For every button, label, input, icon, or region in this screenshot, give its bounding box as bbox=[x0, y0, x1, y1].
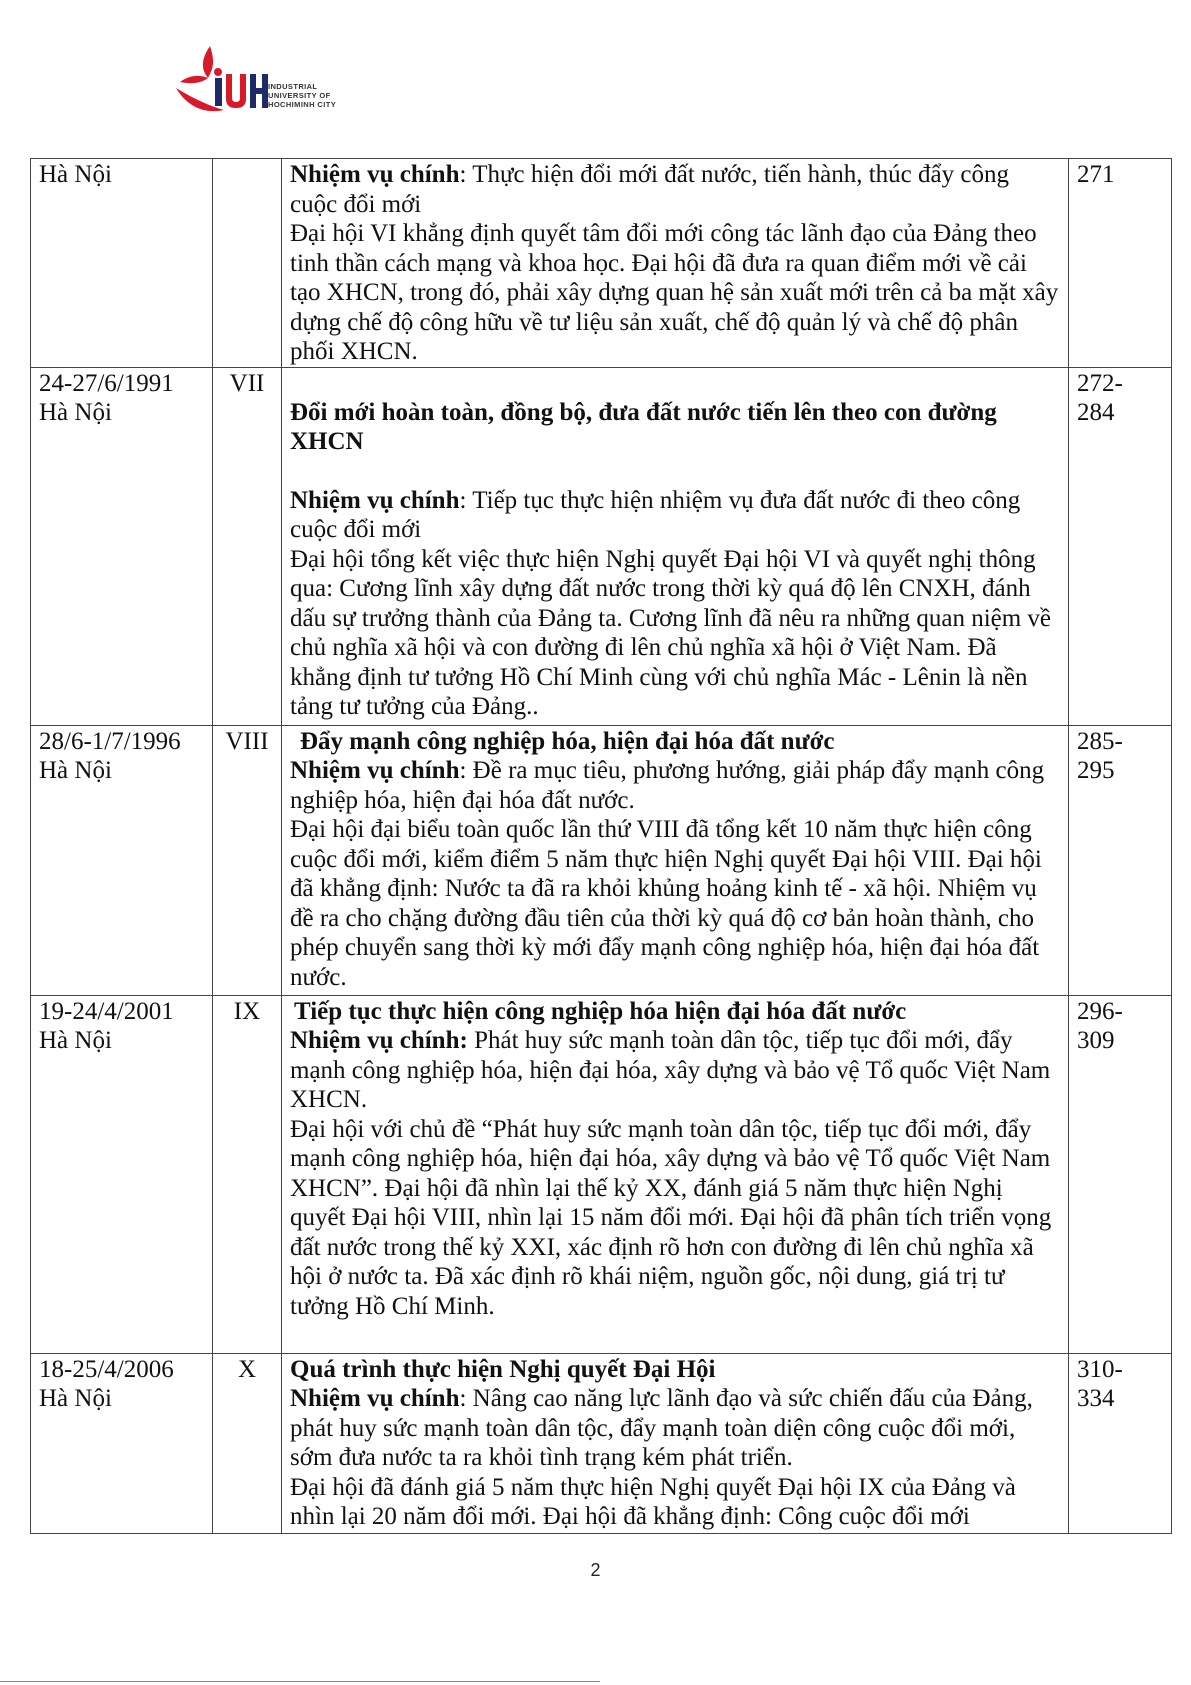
page-range-cell bbox=[1069, 159, 1172, 368]
section-heading bbox=[290, 997, 1060, 1027]
date-text: 18-25/4/2006 bbox=[39, 1355, 174, 1383]
table-row bbox=[31, 1353, 1172, 1533]
date-place-cell bbox=[31, 367, 213, 725]
logo-caption bbox=[268, 82, 336, 109]
congress-number-cell: VIII bbox=[213, 725, 282, 995]
date-text: 19-24/4/2001 bbox=[39, 997, 174, 1025]
heading-text: Tiếp tục thực hiện công nghiệp hóa hiện đại hóa đất nước bbox=[294, 997, 907, 1025]
date-place-cell bbox=[31, 159, 213, 368]
congress-number-cell bbox=[213, 159, 282, 368]
content-cell bbox=[282, 725, 1069, 995]
section-heading bbox=[290, 1355, 1060, 1385]
main-task bbox=[290, 1026, 1060, 1115]
table-row bbox=[31, 159, 1172, 368]
heading-text: Quá trình thực hiện Nghị quyết Đại Hội bbox=[290, 1355, 716, 1383]
page-range-cell bbox=[1069, 1353, 1172, 1533]
congress-number-cell: IX bbox=[213, 995, 282, 1353]
content-body: Đại hội đã đánh giá 5 năm thực hiện Nghị quyết Đại hội IX của Đảng và nhìn lại 20 năm đổi mới. Đại hội đã khẳng định: Công cuộc đổi mới bbox=[290, 1473, 1016, 1530]
task-label: Nhiệm vụ chính bbox=[290, 486, 460, 514]
congress-number-cell: X bbox=[213, 1353, 282, 1533]
task-text: : Tiếp tục thực hiện nhiệm vụ đưa đất nước đi theo công cuộc đổi mới bbox=[290, 486, 1021, 543]
page-end: 295 bbox=[1077, 757, 1115, 784]
congress-table bbox=[30, 158, 1172, 1534]
content-body: Đại hội VI khẳng định quyết tâm đổi mới công tác lãnh đạo của Đảng theo tinh thần cách mạng và khoa học. Đại hội đã đưa ra quan điểm mới về cải tạo XHCN, trong đó, phải xây dựng quan hệ sản xuất mới trên cả ba mặt xây dựng chế độ công hữu về tư liệu sản xuất, chế độ quản lý và chế độ phân phối XHCN. bbox=[290, 220, 1059, 365]
page-range-cell bbox=[1069, 367, 1172, 725]
task-text: : Đề ra mục tiêu, phương hướng, giải pháp đẩy mạnh công nghiệp hóa, hiện đại hóa đất nước. bbox=[290, 757, 1045, 814]
content-cell bbox=[282, 995, 1069, 1353]
page-start: 271 bbox=[1077, 161, 1115, 188]
task-label: Nhiệm vụ chính: bbox=[290, 1027, 468, 1054]
place-text: Hà Nội bbox=[39, 757, 112, 784]
date-place-cell bbox=[31, 995, 213, 1353]
task-label: Nhiệm vụ chính bbox=[290, 161, 460, 188]
page-start: 310- bbox=[1077, 1355, 1123, 1383]
spacer bbox=[290, 457, 1060, 486]
page-number: 2 bbox=[590, 1560, 601, 1580]
table-row bbox=[31, 725, 1172, 995]
main-task bbox=[290, 1384, 1060, 1473]
task-label: Nhiệm vụ chính bbox=[290, 757, 460, 784]
task-text: : Nâng cao năng lực lãnh đạo và sức chiến đấu của Đảng, phát huy sức mạnh toàn dân tộc, đẩy mạnh toàn diện công cuộc đổi mới, sớm đưa nước ta ra khỏi tình trạng kém phát triển. bbox=[290, 1385, 1033, 1471]
content-cell bbox=[282, 1353, 1069, 1533]
date-text: 24-27/6/1991 bbox=[39, 369, 174, 397]
table-row bbox=[31, 367, 1172, 725]
date-place-cell bbox=[31, 725, 213, 995]
logo-line-3: HOCHIMINH CITY bbox=[268, 100, 337, 109]
date-place-cell bbox=[31, 1353, 213, 1533]
heading-text: Đẩy mạnh công nghiệp hóa, hiện đại hóa đất nước bbox=[300, 727, 835, 755]
congress-number-cell: VII bbox=[213, 367, 282, 725]
task-label: Nhiệm vụ chính bbox=[290, 1385, 460, 1412]
university-logo bbox=[172, 44, 362, 120]
content-cell bbox=[282, 367, 1069, 725]
spacer bbox=[290, 369, 1060, 398]
table-row bbox=[31, 995, 1172, 1353]
iuh-logo-icon bbox=[172, 44, 268, 120]
heading-text: Đổi mới hoàn toàn, đồng bộ, đưa đất nước tiến lên theo con đường XHCN bbox=[290, 398, 997, 455]
content-body: Đại hội tổng kết việc thực hiện Nghị quyết Đại hội VI và quyết nghị thông qua: Cương lĩnh xây dựng đất nước trong thời kỳ quá độ lên CNXH, đánh dấu sự trưởng thành của Đảng ta. Cương lĩnh đã nêu ra những quan niệm về chủ nghĩa xã hội và con đường đi lên chủ nghĩa xã hội ở Việt Nam. Đã khẳng định tư tưởng Hồ Chí Minh cùng với chủ nghĩa Mác - Lênin là nền tảng tư tưởng của Đảng.. bbox=[290, 545, 1052, 720]
logo-line-2: UNIVERSITY OF bbox=[268, 91, 331, 100]
footer-divider bbox=[0, 1681, 600, 1682]
section-heading bbox=[290, 398, 1060, 457]
task-text: : Thực hiện đổi mới đất nước, tiến hành, thúc đẩy công cuộc đổi mới bbox=[290, 161, 1009, 218]
main-task bbox=[290, 486, 1060, 545]
section-heading bbox=[290, 727, 1060, 757]
page-range-cell bbox=[1069, 725, 1172, 995]
content-cell bbox=[282, 159, 1069, 368]
page-range-cell bbox=[1069, 995, 1172, 1353]
place-text: Hà Nội bbox=[39, 161, 112, 188]
content-body: Đại hội với chủ đề “Phát huy sức mạnh toàn dân tộc, tiếp tục đổi mới, đẩy mạnh công nghiệp hóa, hiện đại hóa, xây dựng và bảo vệ Tổ quốc Việt Nam XHCN”. Đại hội đã nhìn lại thế kỷ XX, đánh giá 5 năm thực hiện Nghị quyết Đại hội VIII, nhìn lại 15 năm đổi mới. Đại hội đã phân tích triển vọng đất nước trong thế kỷ XXI, xác định rõ hơn con đường đi lên chủ nghĩa xã hội ở nước ta. Đã xác định rõ khái niệm, nguồn gốc, nội dung, giá trị tư tưởng Hồ Chí Minh. bbox=[290, 1115, 1052, 1320]
place-text: Hà Nội bbox=[39, 1385, 112, 1412]
content-body: Đại hội đại biểu toàn quốc lần thứ VIII đã tổng kết 10 năm thực hiện công cuộc đổi mới, kiểm điểm 5 năm thực hiện Nghị quyết Đại hội VIII. Đại hội đã khẳng định: Nước ta đã ra khỏi khủng hoảng kinh tế - xã hội. Nhiệm vụ đề ra cho chặng đường đầu tiên của thời kỳ quá độ cơ bản hoàn thành, cho phép chuyển sang thời kỳ mới đẩy mạnh công nghiệp hóa, hiện đại hóa đất nước. bbox=[290, 816, 1042, 991]
logo-line-1: INDUSTRIAL bbox=[268, 82, 318, 91]
page-end: 309 bbox=[1077, 1027, 1115, 1054]
main-task bbox=[290, 160, 1060, 219]
page-end: 334 bbox=[1077, 1385, 1115, 1412]
page-start: 272- bbox=[1077, 369, 1123, 397]
place-text: Hà Nội bbox=[39, 1027, 112, 1054]
date-text: 28/6-1/7/1996 bbox=[39, 727, 181, 755]
page-start: 296- bbox=[1077, 997, 1123, 1025]
page-end: 284 bbox=[1077, 399, 1115, 426]
place-text: Hà Nội bbox=[39, 399, 112, 426]
task-text: Phát huy sức mạnh toàn dân tộc, tiếp tục đổi mới, đẩy mạnh công nghiệp hóa, hiện đại hóa, xây dựng và bảo vệ Tổ quốc Việt Nam XHCN. bbox=[290, 1027, 1051, 1113]
main-task bbox=[290, 756, 1060, 815]
page-start: 285- bbox=[1077, 727, 1123, 755]
